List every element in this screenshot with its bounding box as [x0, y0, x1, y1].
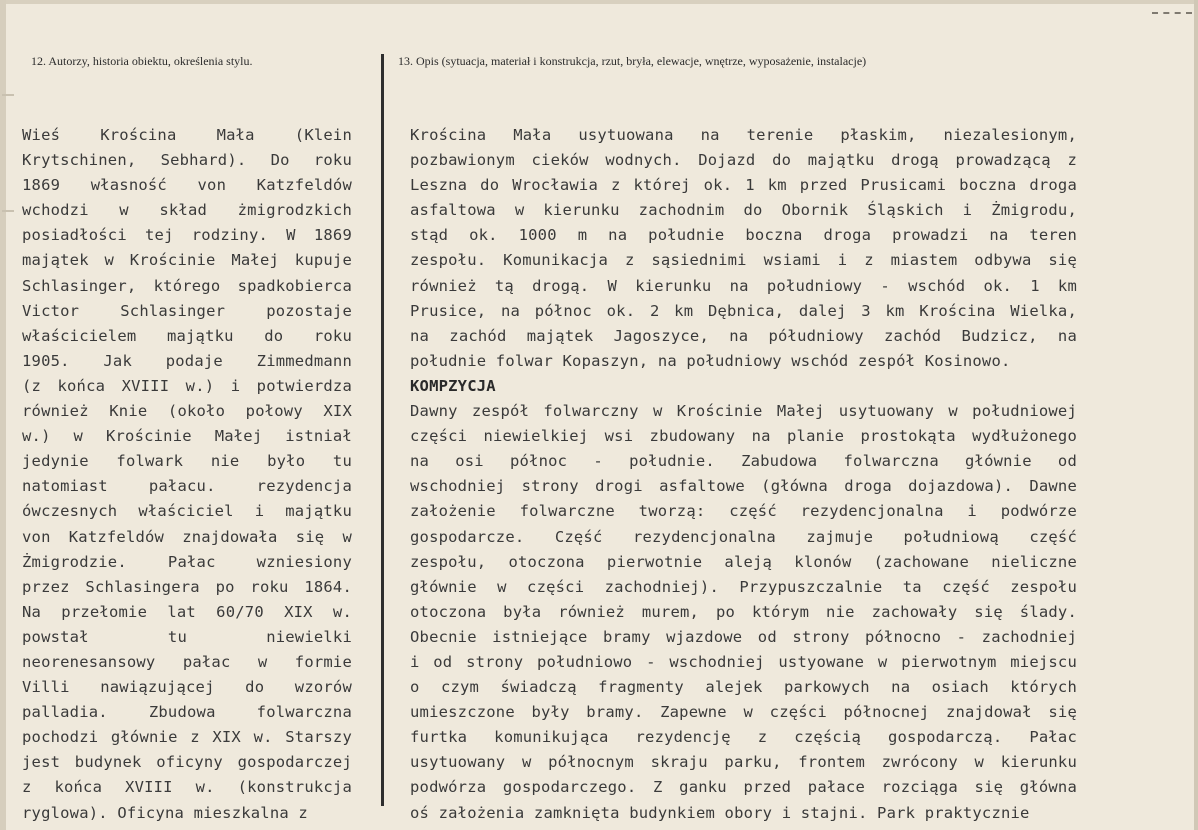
- text-line: jest budynek oficyny gospodarczej: [22, 753, 352, 772]
- scan-corner-mark: [1152, 0, 1192, 14]
- history-column: [22, 123, 352, 826]
- text-line: (z końca XVIII w.) i potwierdza: [22, 376, 352, 395]
- text-line: wchodzi w skład żmigrodzkich: [22, 201, 352, 220]
- text-line: Krościna Mała usytuowana na terenie płaskim, niezalesionym,: [410, 126, 1077, 144]
- text-line: posiadłości tej rodziny. W 1869: [22, 226, 352, 245]
- text-line: von Katzfeldów znajdowała się w: [22, 527, 352, 546]
- section-heading: KOMPZYCJA: [410, 376, 496, 395]
- text-line: pozbawionym cieków wodnych. Dojazd do majątku drogą prowadzącą z: [410, 151, 1077, 170]
- text-line: Wieś Krościna Mała (Klein: [22, 126, 352, 144]
- section-header-right: 13. Opis (sytuacja, materiał i konstrukcja, rzut, bryła, elewacje, wnętrze, wyposażenie, instalacje): [398, 54, 867, 68]
- text-line: umieszczone były bramy. Zapewne w części północnej znajdował się: [410, 703, 1077, 722]
- column-divider: [381, 54, 384, 806]
- text-line: Prusice, na północ ok. 2 km Dębnica, dalej 3 km Krościna Wielka,: [410, 301, 1077, 320]
- text-line: majątek w Krościnie Małej kupuje: [22, 251, 352, 270]
- text-line: południe folwar Kopaszyn, na południowy wschód zespół Kosinowo.: [410, 351, 1011, 370]
- text-line: palladia. Zbudowa folwarczna: [22, 703, 352, 722]
- page-edge-top: [0, 0, 1198, 4]
- text-line: Żmigrodzie. Pałac wzniesiony: [22, 552, 352, 571]
- text-line: powstał tu niewielki: [22, 627, 352, 646]
- text-line: podwórza gospodarczego. Z ganku przed pałace rozciąga się główna: [410, 778, 1077, 797]
- text-line: zespołu, otoczona pierwotnie aleją klonów (zachowane nieliczne: [410, 552, 1077, 571]
- text-line: Villi nawiązującej do wzorów: [22, 678, 352, 697]
- text-line: właścicielem majątku do roku: [22, 326, 352, 345]
- text-line: z końca XVIII w. (konstrukcja: [22, 778, 352, 797]
- text-line: Obecnie istniejące bramy wjazdowe od strony północno - zachodniej: [410, 627, 1077, 646]
- text-line: ryglowa). Oficyna mieszkalna z: [22, 803, 308, 822]
- text-line: Dawny zespół folwarczny w Krościnie Małej usytuowany w południowej: [410, 402, 1077, 421]
- text-line: w.) w Krościnie Małej istniał: [22, 427, 352, 446]
- text-line: gospodarcze. Część rezydencjonalna zajmuje południową część: [410, 527, 1077, 546]
- text-line: przez Schlasingera po roku 1864.: [22, 577, 352, 596]
- text-line: usytuowany w północnym skraju parku, frontem zwrócony w kierunku: [410, 753, 1077, 772]
- text-line: Schlasinger, którego spadkobierca: [22, 276, 352, 295]
- text-line: natomiast pałacu. rezydencja: [22, 477, 352, 496]
- text-line: na osi północ - południe. Zabudowa folwarczna głównie od: [410, 452, 1077, 471]
- text-line: 1869 własność von Katzfeldów: [22, 176, 352, 195]
- page-edge-right: [1194, 0, 1198, 830]
- text-line: asfaltowa w kierunku zachodnim do Obornik Śląskich i Żmigrodu,: [410, 201, 1077, 220]
- text-line: ówczesnych właściciel i majątku: [22, 502, 352, 521]
- text-line: również Knie (około połowy XIX: [22, 402, 352, 421]
- text-line: również tą drogą. W kierunku na południowy - wschód ok. 1 km: [410, 276, 1077, 295]
- text-line: o czym świadczą fragmenty alejek parkowych na osiach których: [410, 678, 1077, 697]
- description-column: [410, 123, 1077, 826]
- text-line: założenie folwarczne tworzą: część rezydencjonalna i podwórze: [410, 502, 1077, 521]
- text-line: Na przełomie lat 60/70 XIX w.: [22, 602, 352, 621]
- text-line: neorenesansowy pałac w formie: [22, 652, 352, 671]
- section-header-left: 12. Autorzy, historia obiektu, określenia stylu.: [31, 54, 253, 68]
- page-edge-left: [0, 0, 6, 830]
- text-line: części niewielkiej wsi zbudowany na planie prostokąta wydłużonego: [410, 427, 1077, 446]
- text-line: głównie w części zachodniej). Przypuszczalnie ta część zespołu: [410, 577, 1077, 596]
- text-line: i od strony południowo - wschodniej ustyowane w pierwotnym miejscu: [410, 652, 1077, 671]
- text-line: zespołu. Komunikacja z sąsiednimi wsiami i z miastem odbywa się: [410, 251, 1077, 270]
- text-line: wschodniej strony drogi asfaltowe (główna droga dojazdowa). Dawne: [410, 477, 1077, 496]
- text-line: Victor Schlasinger pozostaje: [22, 301, 352, 320]
- text-line: Krytschinen, Sebhard). Do roku: [22, 151, 352, 170]
- text-line: furtka komunikująca rezydencję z częścią gospodarczą. Pałac: [410, 728, 1077, 747]
- text-line: stąd ok. 1000 m na południe boczna droga prowadzi na teren: [410, 226, 1077, 245]
- text-line: pochodzi głównie z XIX w. Starszy: [22, 728, 352, 747]
- scan-fold-mark: [2, 94, 14, 96]
- text-line: jedynie folwark nie było tu: [22, 452, 352, 471]
- text-line: Leszna do Wrocławia z której ok. 1 km przed Prusicami boczna droga: [410, 176, 1077, 195]
- text-line: otoczona była również murem, po którym nie zachowały się ślady.: [410, 602, 1077, 621]
- scan-fold-mark: [2, 210, 14, 212]
- text-line: oś założenia zamknięta budynkiem obory i stajni. Park praktycznie: [410, 803, 1030, 822]
- text-line: 1905. Jak podaje Zimmedmann: [22, 351, 352, 370]
- text-line: na zachód majątek Jagoszyce, na półudniowy zachód Budzicz, na: [410, 326, 1077, 345]
